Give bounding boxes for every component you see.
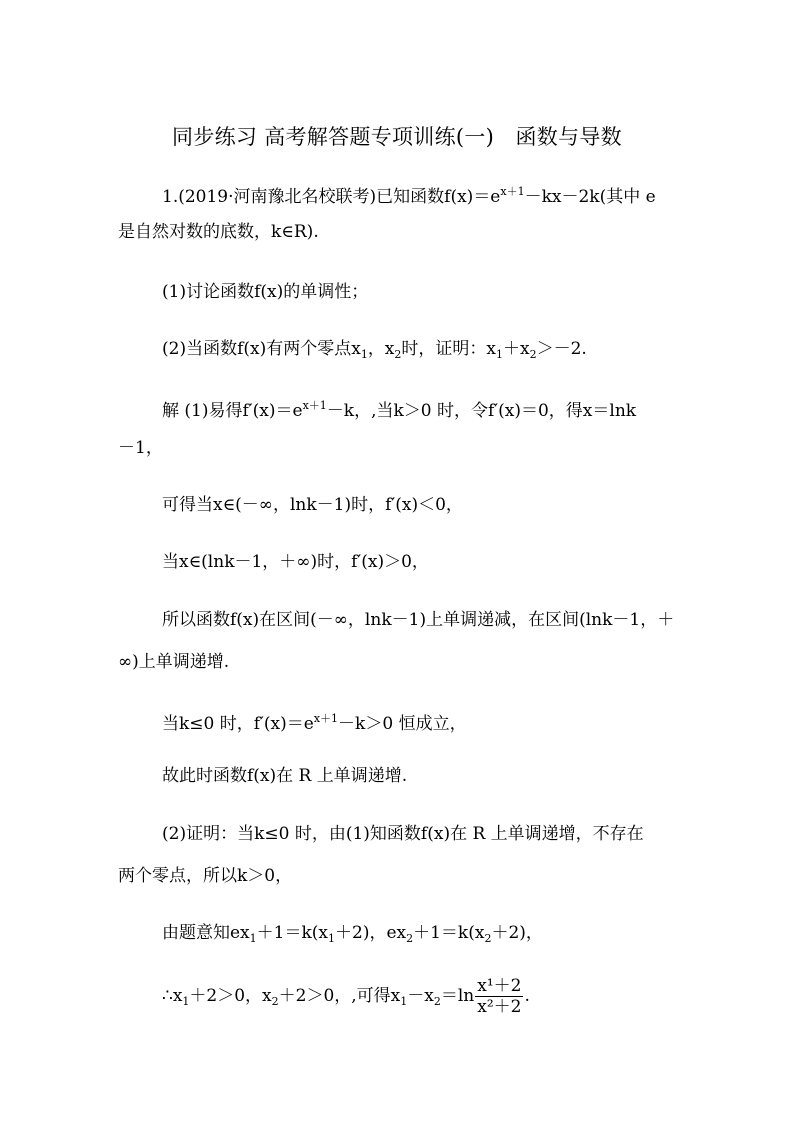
solution-line-3: 当x∈(lnk－1，＋∞)时，f′(x)＞0， <box>162 552 429 572</box>
solution-line-1 <box>162 396 636 421</box>
q2-text-c: 时，证明：x <box>401 339 496 359</box>
s9-text-c: ＋2＞0，,可得x <box>278 986 401 1006</box>
s1-text-b: －k，,当k＞0 时，令f′(x)＝0，得x＝lnk <box>326 401 637 421</box>
exponent: x＋1 <box>302 399 327 412</box>
solution-line-9 <box>162 976 530 1017</box>
fraction-numerator: x¹＋2 <box>477 976 522 996</box>
solution-line-8 <box>162 923 543 949</box>
equals-e: ＝e <box>473 187 501 207</box>
solution-line-4: 所以函数f(x)在区间(－∞，lnk－1)上单调递减，在区间(lnk－1，＋ <box>162 610 675 630</box>
subscript: 1 <box>400 995 408 1008</box>
s8-text-c: ＋2)，ex <box>335 923 407 943</box>
solution-line-1-cont: －1， <box>118 438 163 458</box>
problem-line-1 <box>162 182 656 207</box>
s9-text-d: －x <box>407 986 434 1006</box>
s1-text-a: 解 (1)易得f′(x)＝e <box>162 401 303 421</box>
s5-text-a: 当k≤0 时，f′(x)＝e <box>162 714 314 734</box>
subscript: 2 <box>484 932 492 945</box>
s9-text-e: ＝ln <box>440 986 475 1006</box>
subscript: 1 <box>249 932 257 945</box>
q2-text-d: ＋x <box>503 339 530 359</box>
exponent: x＋1 <box>500 185 525 198</box>
fraction-denominator: x²＋2 <box>477 997 522 1017</box>
subscript: 2 <box>406 932 414 945</box>
subscript: 1 <box>182 995 190 1008</box>
subscript: 2 <box>529 348 537 361</box>
s8-text-d: ＋1＝k(x <box>413 923 485 943</box>
solution-line-2: 可得当x∈(－∞，lnk－1)时，f′(x)＜0， <box>162 495 463 515</box>
note-open: (其中 e <box>599 187 656 207</box>
solution-line-7-cont: 两个零点，所以k＞0， <box>118 866 293 886</box>
q2-text-e: ＞－2. <box>536 339 587 359</box>
page-title: 同步练习 高考解答题专项训练(一) 函数与导数 <box>172 125 622 149</box>
s5-text-b: －k＞0 恒成立， <box>338 714 467 734</box>
s8-text-e: ＋2)， <box>491 923 543 943</box>
q2-text-a: (2)当函数f(x)有两个零点x <box>162 339 361 359</box>
s9-text-b: ＋2＞0，x <box>189 986 272 1006</box>
subscript: 2 <box>271 995 279 1008</box>
s8-text-b: ＋1＝k(x <box>256 923 328 943</box>
s9-text-a: ∴x <box>162 986 183 1006</box>
problem-line-2: 是自然对数的底数，k∈R). <box>118 222 319 242</box>
period: . <box>524 986 530 1006</box>
subscript: 1 <box>360 348 368 361</box>
kx-terms: －kx－2k <box>524 187 600 207</box>
exponent: x＋1 <box>313 712 339 725</box>
problem-intro: 1.(2019·河南豫北名校联考)已知函数 <box>162 187 445 207</box>
q2-text-b: ，x <box>367 339 395 359</box>
fraction <box>475 976 523 1017</box>
subscript: 2 <box>433 995 441 1008</box>
solution-line-5 <box>162 709 467 734</box>
subscript: 2 <box>394 348 402 361</box>
question-2 <box>162 339 587 365</box>
s8-text-a: 由题意知ex <box>162 923 250 943</box>
solution-line-6: 故此时函数f(x)在 R 上单调递增. <box>162 766 408 786</box>
subscript: 1 <box>496 348 503 361</box>
function-name: f(x) <box>444 187 474 207</box>
solution-line-7: (2)证明：当k≤0 时，由(1)知函数f(x)在 R 上单调递增，不存在 <box>162 824 644 844</box>
question-1: (1)讨论函数f(x)的单调性； <box>162 282 369 302</box>
subscript: 1 <box>328 932 335 945</box>
solution-line-4-cont: ∞)上单调递增. <box>118 652 230 672</box>
